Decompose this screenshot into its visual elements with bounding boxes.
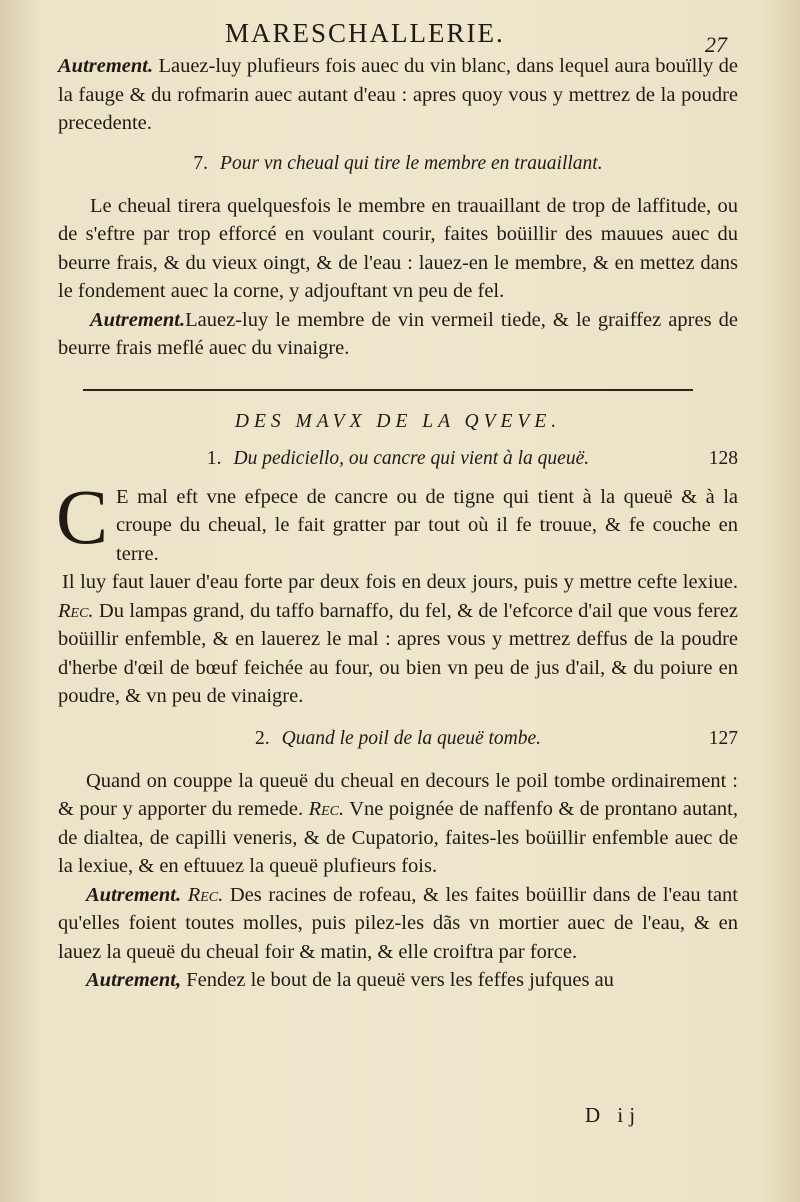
paragraph-text: Vne poignée de naffenfo & de prontano autant, de dialtea, de capilli veneris, & de Cupatorio, faites-les boüillir enfemble auec de la lexiue, & en eftuuez la queuë plufieurs fois. [58, 798, 738, 877]
signature-mark: D ij [585, 1103, 642, 1127]
page-number: 27 [705, 32, 727, 57]
paragraph [58, 568, 738, 711]
recipe-abbrev: Rec. [58, 599, 94, 622]
paragraph [58, 881, 738, 967]
page-body [58, 52, 738, 995]
lead-word: Autrement. [90, 308, 186, 331]
paragraph [58, 52, 738, 138]
paragraph [58, 192, 738, 306]
heading-title: Du pediciello, ou cancre qui vient à la queuë. [233, 447, 590, 469]
recipe-heading [58, 725, 738, 753]
paragraph-text: Lauez-luy plufieurs fois auec du vin blanc, dans lequel aura bouïlly de la fauge & du rofmarin auec autant d'eau : apres quoy vous y mettrez de la poudre precedente. [58, 55, 738, 134]
paragraph-text: Le cheual tirera quelquesfois le membre en trauaillant de trop de laffitude, ou de s'eftre par trop efforcé en voulant courir, faites boüillir des mauues auec du beurre frais, & du vieux oingt, & de l'eau : lauez-en le membre, & en mettez dans le fondement auec la corne, y adjouftant vn peu de fel. [58, 194, 738, 302]
recipe-abbrev: Rec. [308, 798, 345, 820]
heading-title: Pour vn cheual qui tire le membre en trauaillant. [220, 152, 603, 174]
recipe-abbrev: Rec. [187, 883, 224, 906]
paragraph-text: Fendez le bout de la queuë vers les feffes jufques au [181, 969, 614, 991]
lead-word: Autrement, [86, 969, 182, 991]
paragraph [58, 966, 738, 995]
paragraph-text: E mal eft vne efpece de cancre ou de tigne qui tient à la queuë & à la croupe du cheual, le fait gratter par tout où il fe trouue, & fe couche en terre. [116, 485, 738, 565]
paragraph-text: Quand on couppe la queuë du cheual en decours le poil tombe ordinairement : & pour y apporter du remede. [58, 769, 738, 820]
page-header [0, 18, 800, 57]
heading-title: Quand le poil de la queuë tombe. [281, 727, 542, 749]
lead-word: Autrement. [58, 55, 154, 77]
recipe-reference-number: 128 [708, 447, 738, 469]
recipe-reference-number: 127 [708, 727, 738, 749]
dropcap-paragraph [56, 472, 738, 569]
paragraph-text: Des racines de rofeau, & les faites boüillir dans de l'eau tant qu'elles foient toutes molles, puis pilez-les dãs vn mortier auec de l'eau, & en lauez la queuë du cheual foir & matin, & elle croiftra par force. [58, 883, 739, 963]
paragraph-text: Il luy faut lauer d'eau forte par deux fois en deux jours, puis y mettre cefte lexiue. [62, 571, 738, 593]
heading-number: 1. [206, 447, 222, 469]
paragraph [58, 767, 738, 881]
paragraph [56, 472, 738, 569]
paragraph [58, 306, 738, 363]
section-title: DES MAVX DE LA QVEVE. [234, 410, 562, 432]
heading-number: 7. [193, 152, 209, 174]
paragraph-text: Lauez-luy le membre de vin vermeil tiede, & le graiffez apres de beurre frais meflé auec du vinaigre. [58, 308, 738, 359]
recipe-heading [58, 445, 738, 473]
recipe-heading [58, 150, 738, 178]
paragraph-text: Du lampas grand, du taffo barnaffo, du fel, & de l'efcorce d'ail que vous ferez boüillir enfemble, & en lauerez le mal : apres vous y mettrez deffus de la poudre d'herbe d'œil de bœuf feichée au four, ou bien vn peu de jus d'ail, & du poiure en poudre, & vn peu de vinaigre. [58, 599, 738, 707]
drop-cap: C [56, 472, 109, 560]
lead-word: Autrement. [86, 883, 182, 906]
heading-number: 2. [254, 727, 270, 749]
running-title: MARESCHALLERIE. [225, 18, 505, 48]
